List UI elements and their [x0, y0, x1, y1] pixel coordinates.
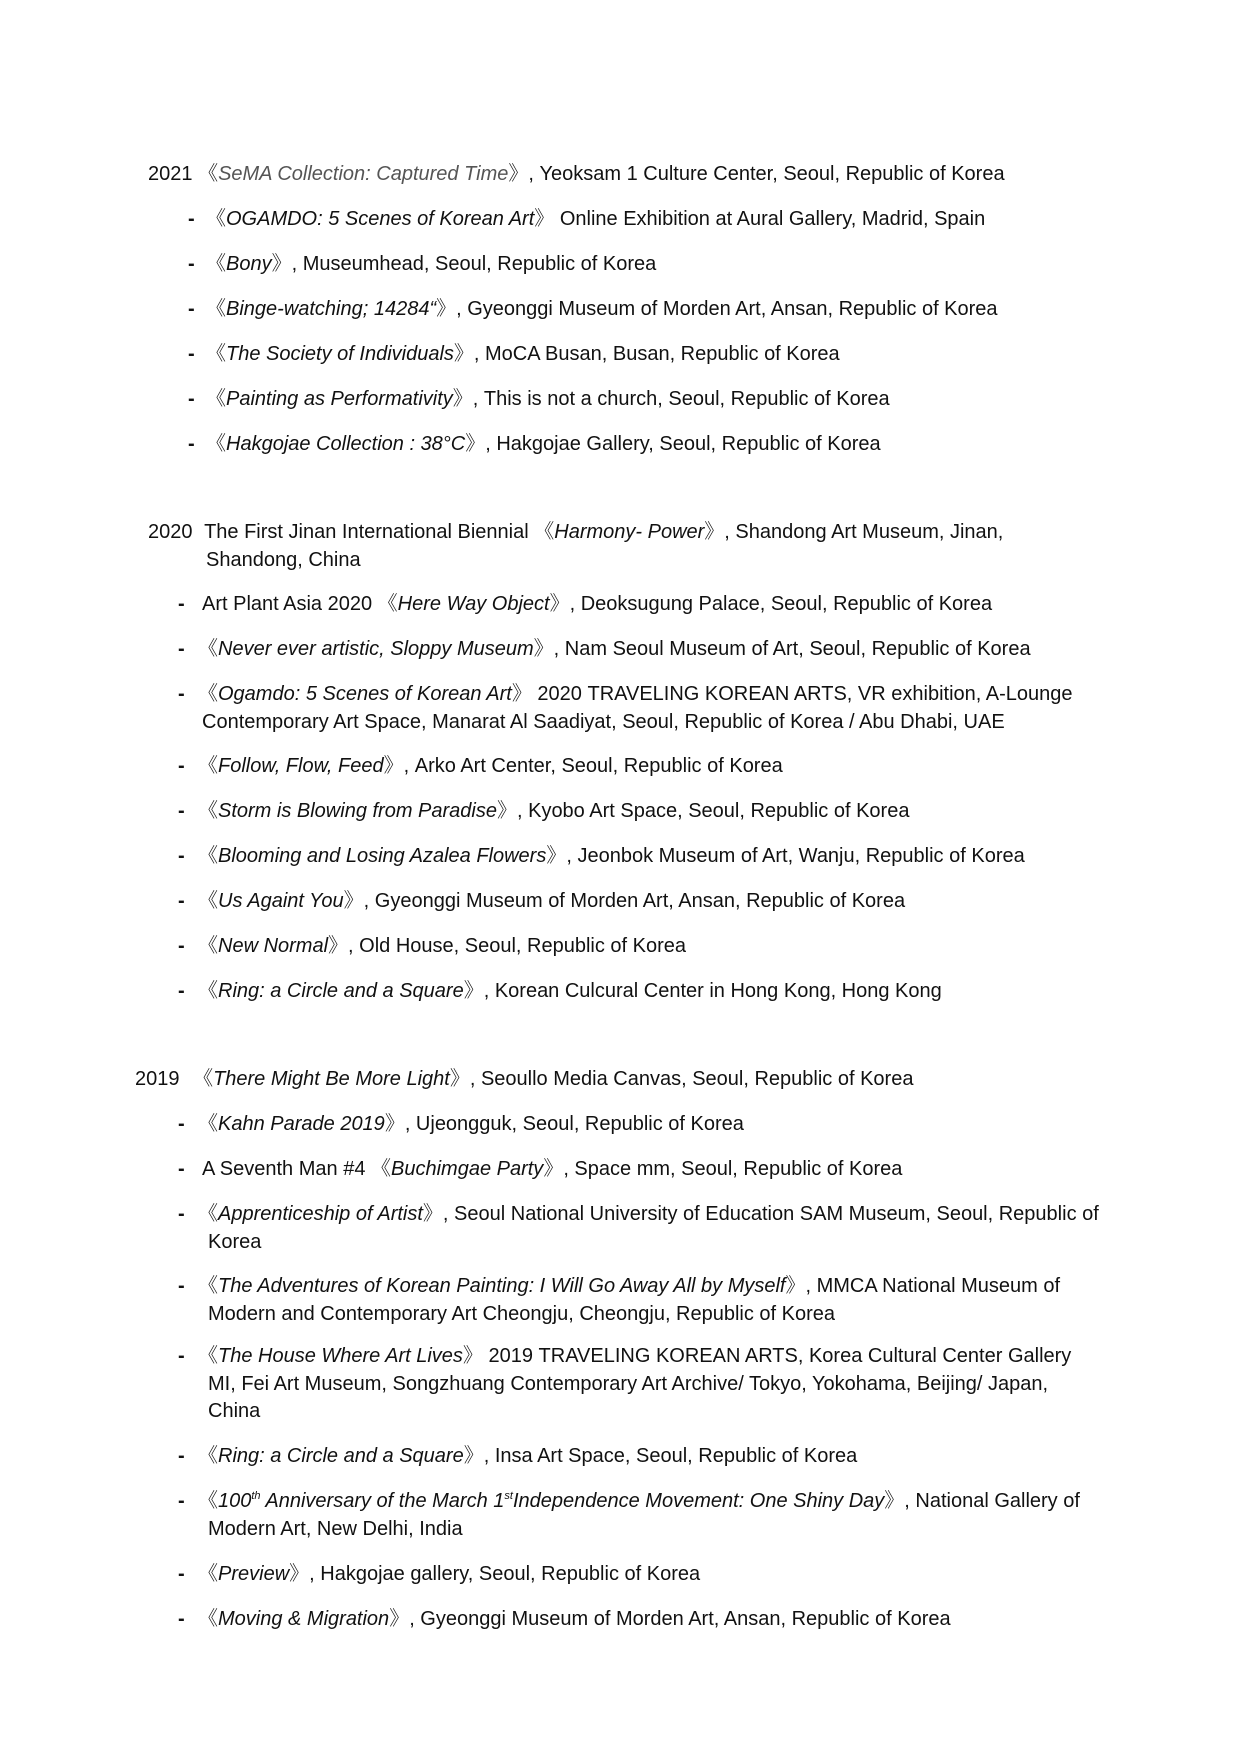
dash-bullet: -: [188, 208, 195, 230]
exhibition-title: Never ever artistic, Sloppy Museum: [218, 638, 534, 660]
open-bracket: 《: [198, 163, 219, 185]
list-item: [178, 797, 909, 825]
exhibition-prefix: Art Plant Asia 2020: [202, 593, 378, 615]
ordinal-suffix: st: [504, 1490, 513, 1502]
exhibition-title: The House Where Art Lives: [218, 1345, 463, 1367]
exhibition-venue: , Arko Art Center, Seoul, Republic of Korea: [403, 755, 783, 777]
close-bracket: 》: [496, 800, 517, 822]
close-bracket: 》: [549, 593, 570, 615]
close-bracket: 》: [328, 935, 349, 957]
open-bracket: 《: [198, 1113, 218, 1135]
exhibition-title: Ring: a Circle and a Square: [218, 980, 464, 1002]
open-bracket: 《: [206, 253, 226, 275]
close-bracket: 》: [785, 1275, 806, 1297]
open-bracket: 《: [198, 890, 218, 912]
exhibition-venue: , Museumhead, Seoul, Republic of Korea: [291, 253, 657, 275]
exhibition-venue: , This is not a church, Seoul, Republic of Korea: [472, 388, 890, 410]
list-item: [178, 1272, 1060, 1300]
exhibition-venue-continued: Shandong, China: [206, 549, 361, 571]
dash-bullet: -: [178, 683, 185, 705]
open-bracket: 《: [198, 980, 218, 1002]
open-bracket: 《: [198, 1490, 218, 1512]
exhibition-title: [218, 1490, 884, 1512]
open-bracket: 《: [206, 208, 226, 230]
dash-bullet: -: [178, 845, 185, 867]
open-bracket: 《: [377, 593, 398, 615]
exhibition-venue: , Gyeonggi Museum of Morden Art, Ansan, Republic of Korea: [363, 890, 906, 912]
list-item: [178, 1155, 902, 1183]
exhibition-title: Binge-watching; 14284“: [226, 298, 437, 320]
exhibition-venue: , Gyeonggi Museum of Morden Art, Ansan, Republic of Korea: [409, 1608, 951, 1630]
close-bracket: 》: [534, 208, 555, 230]
list-item: [178, 842, 1025, 870]
list-item: [178, 1110, 744, 1138]
close-bracket: 》: [452, 388, 473, 410]
list-item: [178, 977, 942, 1005]
close-bracket: 》: [463, 1445, 484, 1467]
list-item: [178, 680, 1073, 708]
dash-bullet: -: [178, 800, 185, 822]
open-bracket: 《: [206, 388, 226, 410]
dash-bullet: -: [178, 1203, 185, 1225]
open-bracket: 《: [198, 1203, 218, 1225]
close-bracket: 》: [271, 253, 292, 275]
close-bracket: 》: [463, 980, 484, 1002]
close-bracket: 》: [543, 1158, 564, 1180]
close-bracket: 》: [704, 521, 725, 543]
close-bracket: 》: [508, 163, 529, 185]
exhibition-venue-continued: Korea: [208, 1231, 262, 1253]
open-bracket: 《: [198, 1345, 218, 1367]
exhibition-venue: , Old House, Seoul, Republic of Korea: [348, 935, 686, 957]
exhibition-title: Hakgojae Collection : 38°C: [226, 433, 466, 455]
close-bracket: 》: [449, 1068, 470, 1090]
year-label: 2021: [148, 163, 193, 185]
open-bracket: 《: [198, 683, 218, 705]
close-bracket: 》: [436, 298, 457, 320]
exhibition-venue: , Shandong Art Museum, Jinan,: [724, 521, 1004, 543]
exhibition-venue: , Space mm, Seoul, Republic of Korea: [563, 1158, 903, 1180]
dash-bullet: -: [178, 1608, 185, 1630]
title-part: Anniversary of the March 1: [260, 1490, 505, 1512]
exhibition-title: Apprenticeship of Artist: [218, 1203, 423, 1225]
exhibition-title: New Normal: [218, 935, 329, 957]
dash-bullet: -: [188, 388, 195, 410]
close-bracket: 》: [884, 1490, 905, 1512]
close-bracket: 》: [422, 1203, 443, 1225]
list-item: [178, 1200, 1099, 1228]
exhibition-venue: , National Gallery of: [904, 1490, 1080, 1512]
exhibition-venue: , Insa Art Space, Seoul, Republic of Korea: [483, 1445, 858, 1467]
dash-bullet: -: [188, 253, 195, 275]
open-bracket: 《: [198, 755, 218, 777]
open-bracket: 《: [206, 343, 226, 365]
list-item: [188, 340, 840, 368]
list-item: [178, 1487, 1080, 1515]
year-label: 2020: [148, 521, 193, 543]
open-bracket: 《: [198, 845, 218, 867]
close-bracket: 》: [389, 1608, 410, 1630]
exhibition-title: Ogamdo: 5 Scenes of Korean Art: [218, 683, 512, 705]
dash-bullet: -: [178, 1345, 185, 1367]
dash-bullet: -: [178, 1113, 185, 1135]
exhibition-title: Buchimgae Party: [391, 1158, 544, 1180]
open-bracket: 《: [198, 1608, 218, 1630]
exhibition-prefix: A Seventh Man #4: [202, 1158, 372, 1180]
open-bracket: 《: [198, 1445, 218, 1467]
close-bracket: 》: [511, 683, 532, 705]
exhibition-venue: , Yeoksam 1 Culture Center, Seoul, Republic of Korea: [528, 163, 1005, 185]
ordinal-suffix: th: [251, 1490, 261, 1502]
dash-bullet: -: [178, 1490, 185, 1512]
list-item: [178, 1442, 857, 1470]
dash-bullet: -: [188, 433, 195, 455]
exhibition-title: Us Againt You: [218, 890, 344, 912]
dash-bullet: -: [188, 343, 195, 365]
list-item: [188, 385, 890, 413]
exhibition-title: OGAMDO: 5 Scenes of Korean Art: [226, 208, 535, 230]
dash-bullet: -: [178, 1563, 185, 1585]
exhibition-venue: , Jeonbok Museum of Art, Wanju, Republic of Korea: [566, 845, 1025, 867]
list-item: [178, 635, 1031, 663]
exhibition-title: SeMA Collection: Captured Time: [218, 163, 509, 185]
dash-bullet: -: [178, 638, 185, 660]
list-item: [188, 205, 985, 233]
exhibition-title: Moving & Migration: [218, 1608, 390, 1630]
exhibition-venue: , Hakgojae Gallery, Seoul, Republic of Korea: [485, 433, 881, 455]
exhibition-venue: , Korean Culcural Center in Hong Kong, Hong Kong: [483, 980, 942, 1002]
exhibition-venue: , Kyobo Art Space, Seoul, Republic of Korea: [516, 800, 910, 822]
open-bracket: 《: [193, 1068, 214, 1090]
exhibition-venue: 2019 TRAVELING KOREAN ARTS, Korea Cultural Center Gallery: [482, 1345, 1072, 1367]
dash-bullet: -: [178, 1158, 185, 1180]
list-item: [188, 430, 881, 458]
open-bracket: 《: [534, 521, 555, 543]
close-bracket: 》: [546, 845, 567, 867]
list-item: [188, 250, 656, 278]
list-item: [178, 1560, 700, 1588]
exhibition-venue: 2020 TRAVELING KOREAN ARTS, VR exhibition, A-Lounge: [531, 683, 1073, 705]
exhibition-title: The Adventures of Korean Painting: I Will Go Away All by Myself: [218, 1275, 786, 1297]
exhibition-venue: , Deoksugung Palace, Seoul, Republic of Korea: [569, 593, 993, 615]
exhibition-venue-continued: MI, Fei Art Museum, Songzhuang Contemporary Art Archive/ Tokyo, Yokohama, Beijing/ Japan,: [208, 1373, 1049, 1395]
list-item: [178, 752, 783, 780]
close-bracket: 》: [384, 1113, 405, 1135]
exhibition-venue: , Gyeonggi Museum of Morden Art, Ansan, Republic of Korea: [456, 298, 998, 320]
open-bracket: 《: [198, 1275, 218, 1297]
exhibition-venue: , MoCA Busan, Busan, Republic of Korea: [473, 343, 840, 365]
exhibition-venue: , Nam Seoul Museum of Art, Seoul, Republic of Korea: [553, 638, 1031, 660]
dash-bullet: -: [178, 890, 185, 912]
close-bracket: 》: [383, 755, 404, 777]
exhibition-venue-continued: Contemporary Art Space, Manarat Al Saadiyat, Seoul, Republic of Korea / Abu Dhabi, UAE: [202, 711, 1005, 733]
dash-bullet: -: [178, 935, 185, 957]
open-bracket: 《: [198, 1563, 218, 1585]
exhibition-venue: , Seoullo Media Canvas, Seoul, Republic of Korea: [469, 1068, 914, 1090]
list-item: [188, 295, 998, 323]
exhibition-title: Follow, Flow, Feed: [218, 755, 384, 777]
dash-bullet: -: [178, 1445, 185, 1467]
open-bracket: 《: [206, 433, 226, 455]
dash-bullet: -: [178, 1275, 185, 1297]
exhibition-venue: , Hakgojae gallery, Seoul, Republic of Korea: [309, 1563, 701, 1585]
dash-bullet: -: [178, 755, 185, 777]
exhibition-title: There Might Be More Light: [213, 1068, 450, 1090]
exhibition-title: Bony: [226, 253, 272, 275]
open-bracket: 《: [206, 298, 226, 320]
exhibition-title: Blooming and Losing Azalea Flowers: [218, 845, 547, 867]
exhibition-title: The Society of Individuals: [226, 343, 454, 365]
dash-bullet: -: [178, 593, 185, 615]
section-2021-heading: [148, 160, 1005, 188]
exhibition-venue-continued: China: [208, 1400, 261, 1422]
exhibition-title: Storm is Blowing from Paradise: [218, 800, 497, 822]
section-2020-heading: [148, 518, 1003, 546]
list-item: [178, 887, 905, 915]
exhibition-venue: Online Exhibition at Aural Gallery, Madrid, Spain: [554, 208, 986, 230]
close-bracket: 》: [465, 433, 486, 455]
exhibition-venue-continued: Modern Art, New Delhi, India: [208, 1518, 463, 1540]
exhibition-prefix: The First Jinan International Biennial: [204, 521, 535, 543]
exhibition-title: Preview: [218, 1563, 290, 1585]
list-item: [178, 932, 686, 960]
open-bracket: 《: [198, 935, 218, 957]
list-item: [178, 1605, 951, 1633]
exhibition-title: Ring: a Circle and a Square: [218, 1445, 464, 1467]
exhibition-title: Kahn Parade 2019: [218, 1113, 385, 1135]
close-bracket: 》: [289, 1563, 310, 1585]
open-bracket: 《: [371, 1158, 392, 1180]
exhibition-venue-continued: Modern and Contemporary Art Cheongju, Cheongju, Republic of Korea: [208, 1303, 836, 1325]
exhibition-title: Here Way Object: [397, 593, 550, 615]
close-bracket: 》: [453, 343, 474, 365]
exhibition-venue: , MMCA National Museum of: [805, 1275, 1061, 1297]
title-part: Independence Movement: One Shiny Day: [512, 1490, 885, 1512]
section-2019-heading: [135, 1065, 913, 1093]
dash-bullet: -: [178, 980, 185, 1002]
exhibition-title: Harmony- Power: [554, 521, 705, 543]
close-bracket: 》: [533, 638, 554, 660]
close-bracket: 》: [462, 1345, 483, 1367]
close-bracket: 》: [343, 890, 364, 912]
exhibition-venue: , Seoul National University of Education SAM Museum, Seoul, Republic of: [442, 1203, 1099, 1225]
year-label: 2019: [135, 1068, 180, 1090]
list-item: [178, 1342, 1071, 1370]
exhibition-venue: , Ujeongguk, Seoul, Republic of Korea: [404, 1113, 744, 1135]
open-bracket: 《: [198, 638, 218, 660]
list-item: [178, 590, 992, 618]
exhibition-title: Painting as Performativity: [226, 388, 453, 410]
open-bracket: 《: [198, 800, 218, 822]
title-part: 100: [218, 1490, 252, 1512]
dash-bullet: -: [188, 298, 195, 320]
